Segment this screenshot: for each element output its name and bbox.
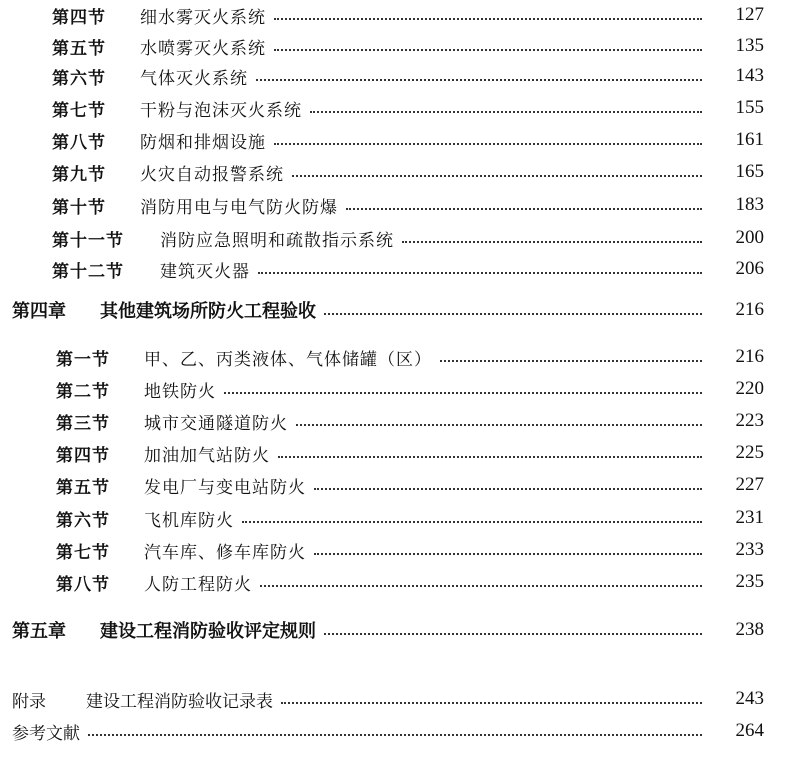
toc-entry[interactable]	[0, 536, 790, 564]
page-number: 127	[735, 4, 764, 25]
page-number: 225	[735, 442, 764, 463]
toc-chapter[interactable]	[0, 616, 790, 644]
toc-entry[interactable]	[0, 375, 790, 403]
toc-chapter[interactable]	[0, 296, 790, 324]
toc-appendix[interactable]	[0, 685, 790, 713]
section-number: 第十节	[52, 197, 106, 218]
toc-entry[interactable]	[0, 504, 790, 532]
dot-leader	[346, 208, 702, 210]
dot-leader	[274, 143, 702, 145]
page-number: 155	[735, 97, 764, 118]
section-number: 第十一节	[52, 230, 124, 251]
toc-entry[interactable]	[0, 568, 790, 596]
dot-leader	[314, 553, 702, 555]
page-number: 183	[735, 194, 764, 215]
toc-entry[interactable]	[0, 407, 790, 435]
section-number: 第八节	[52, 132, 106, 153]
dot-leader	[292, 175, 702, 177]
toc-entry[interactable]	[0, 255, 790, 283]
page-number: 227	[735, 474, 764, 495]
page-number: 143	[735, 65, 764, 86]
section-number: 第六节	[56, 510, 110, 531]
section-title: 火灾自动报警系统	[140, 164, 284, 185]
toc-entry[interactable]	[0, 343, 790, 371]
dot-leader	[242, 521, 702, 523]
toc-entry[interactable]	[0, 191, 790, 219]
section-number: 第五节	[56, 477, 110, 498]
section-number: 第四节	[56, 445, 110, 466]
page-number: 161	[735, 129, 764, 150]
section-number: 第七节	[52, 100, 106, 121]
page-number: 233	[735, 539, 764, 560]
page-number: 223	[735, 410, 764, 431]
dot-leader	[324, 633, 702, 635]
section-title: 地铁防火	[144, 381, 216, 402]
section-number: 第六节	[52, 68, 106, 89]
page-number: 216	[735, 346, 764, 367]
dot-leader	[310, 111, 702, 113]
toc-entry[interactable]	[0, 1, 790, 29]
section-number: 第八节	[56, 574, 110, 595]
page-number: 238	[735, 619, 764, 640]
dot-leader	[256, 79, 702, 81]
section-title: 发电厂与变电站防火	[144, 477, 306, 498]
page-number: 200	[735, 227, 764, 248]
page-number: 165	[735, 161, 764, 182]
chapter-number: 第四章	[12, 301, 66, 322]
section-title: 城市交通隧道防火	[144, 413, 288, 434]
toc-entry[interactable]	[0, 126, 790, 154]
appendix-label: 附录	[12, 691, 46, 712]
dot-leader	[402, 241, 702, 243]
section-number: 第二节	[56, 381, 110, 402]
section-title: 水喷雾灭火系统	[140, 38, 266, 59]
section-title: 加油加气站防火	[144, 445, 270, 466]
dot-leader	[324, 313, 702, 315]
dot-leader	[274, 49, 702, 51]
section-number: 第五节	[52, 38, 106, 59]
page-number: 206	[735, 258, 764, 279]
toc-entry[interactable]	[0, 94, 790, 122]
toc-references[interactable]	[0, 717, 790, 745]
dot-leader	[224, 392, 702, 394]
references-title: 参考文献	[12, 723, 80, 744]
dot-leader	[88, 734, 702, 736]
section-title: 建筑灭火器	[160, 261, 250, 282]
section-number: 第一节	[56, 349, 110, 370]
section-title: 气体灭火系统	[140, 68, 248, 89]
section-number: 第七节	[56, 542, 110, 563]
section-number: 第十二节	[52, 261, 124, 282]
section-number: 第九节	[52, 164, 106, 185]
section-title: 甲、乙、丙类液体、气体储罐（区）	[144, 349, 432, 370]
page-number: 216	[735, 299, 764, 320]
section-title: 汽车库、修车库防火	[144, 542, 306, 563]
appendix-title: 建设工程消防验收记录表	[86, 691, 273, 712]
page-number: 235	[735, 571, 764, 592]
section-title: 消防应急照明和疏散指示系统	[160, 230, 394, 251]
dot-leader	[260, 585, 702, 587]
dot-leader	[281, 702, 702, 704]
chapter-title: 建设工程消防验收评定规则	[100, 621, 316, 642]
chapter-number: 第五章	[12, 621, 66, 642]
dot-leader	[440, 360, 702, 362]
toc-entry[interactable]	[0, 439, 790, 467]
dot-leader	[278, 456, 702, 458]
page-number: 264	[735, 720, 764, 741]
section-title: 干粉与泡沫灭火系统	[140, 100, 302, 121]
dot-leader	[274, 18, 702, 20]
dot-leader	[296, 424, 702, 426]
section-title: 防烟和排烟设施	[140, 132, 266, 153]
toc-entry[interactable]	[0, 62, 790, 90]
dot-leader	[314, 488, 702, 490]
chapter-title: 其他建筑场所防火工程验收	[100, 301, 316, 322]
page-number: 220	[735, 378, 764, 399]
page-number: 135	[735, 35, 764, 56]
page-number: 243	[735, 688, 764, 709]
toc-entry[interactable]	[0, 158, 790, 186]
page-number: 231	[735, 507, 764, 528]
section-title: 细水雾灭火系统	[140, 7, 266, 28]
section-title: 消防用电与电气防火防爆	[140, 197, 338, 218]
section-title: 人防工程防火	[144, 574, 252, 595]
toc-entry[interactable]	[0, 471, 790, 499]
dot-leader	[258, 272, 702, 274]
section-number: 第四节	[52, 7, 106, 28]
section-number: 第三节	[56, 413, 110, 434]
toc-entry[interactable]	[0, 32, 790, 60]
section-title: 飞机库防火	[144, 510, 234, 531]
toc-entry[interactable]	[0, 224, 790, 252]
